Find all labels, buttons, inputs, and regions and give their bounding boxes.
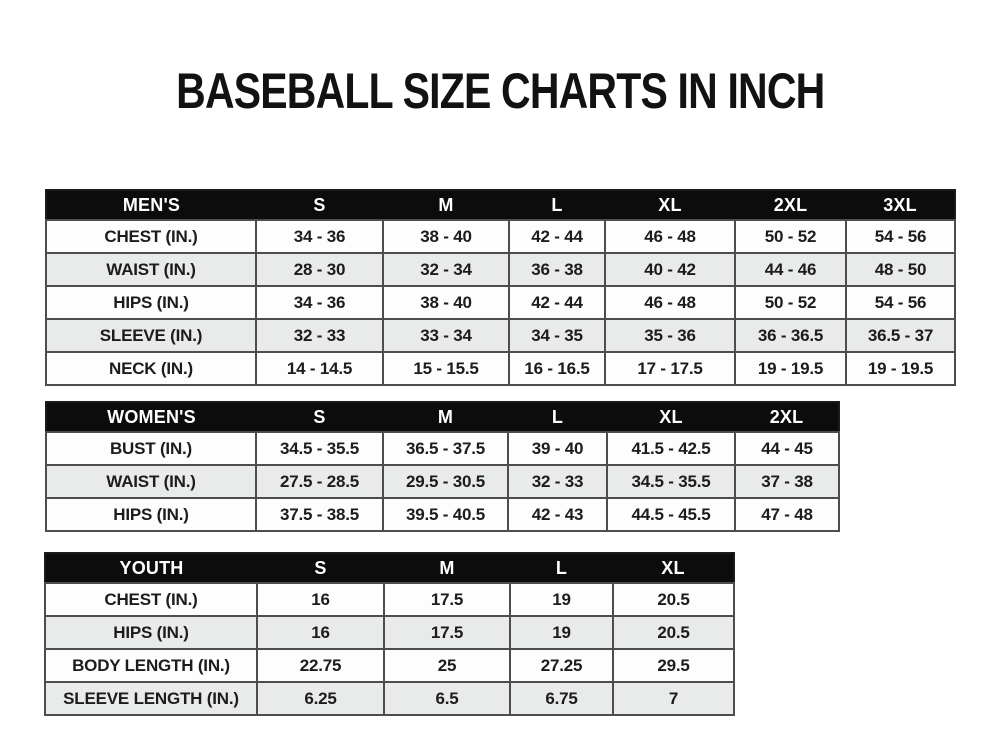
value-cell: 42 - 44 (509, 286, 605, 319)
value-cell: 44 - 45 (735, 432, 839, 465)
value-cell: 20.5 (613, 583, 734, 616)
table-title-cell: WOMEN'S (46, 402, 256, 432)
page-title (0, 62, 1000, 120)
value-cell: 16 (257, 583, 384, 616)
value-cell: 16 (257, 616, 384, 649)
size-header-cell: 2XL (735, 190, 846, 220)
size-header-cell: S (256, 402, 383, 432)
value-cell: 17 - 17.5 (605, 352, 735, 385)
table-row (46, 319, 955, 352)
table-row (46, 352, 955, 385)
value-cell: 20.5 (613, 616, 734, 649)
value-cell: 44 - 46 (735, 253, 846, 286)
size-header-cell: XL (605, 190, 735, 220)
value-cell: 22.75 (257, 649, 384, 682)
size-header-cell: L (510, 553, 613, 583)
size-header-cell: 2XL (735, 402, 839, 432)
table-row (46, 220, 955, 253)
row-label-cell: SLEEVE LENGTH (IN.) (45, 682, 257, 715)
mens-size-table (45, 189, 956, 386)
value-cell: 6.5 (384, 682, 510, 715)
value-cell: 33 - 34 (383, 319, 509, 352)
table-row (46, 498, 839, 531)
value-cell: 39.5 - 40.5 (383, 498, 508, 531)
value-cell: 29.5 - 30.5 (383, 465, 508, 498)
value-cell: 37 - 38 (735, 465, 839, 498)
value-cell: 19 - 19.5 (735, 352, 846, 385)
value-cell: 47 - 48 (735, 498, 839, 531)
value-cell: 29.5 (613, 649, 734, 682)
row-label-cell: BUST (IN.) (46, 432, 256, 465)
row-label-cell: NECK (IN.) (46, 352, 256, 385)
value-cell: 19 (510, 616, 613, 649)
value-cell: 36.5 - 37.5 (383, 432, 508, 465)
table-title-cell: MEN'S (46, 190, 256, 220)
size-header-cell: L (509, 190, 605, 220)
table-row (46, 286, 955, 319)
value-cell: 34 - 35 (509, 319, 605, 352)
womens-size-table (45, 401, 840, 532)
value-cell: 44.5 - 45.5 (607, 498, 735, 531)
row-label-cell: HIPS (IN.) (45, 616, 257, 649)
table-row (45, 682, 734, 715)
value-cell: 36 - 38 (509, 253, 605, 286)
value-cell: 36.5 - 37 (846, 319, 955, 352)
value-cell: 19 (510, 583, 613, 616)
table-row (46, 253, 955, 286)
value-cell: 7 (613, 682, 734, 715)
size-header-cell: M (383, 402, 508, 432)
size-header-cell: M (383, 190, 509, 220)
value-cell: 50 - 52 (735, 220, 846, 253)
value-cell: 39 - 40 (508, 432, 607, 465)
row-label-cell: CHEST (IN.) (45, 583, 257, 616)
value-cell: 54 - 56 (846, 286, 955, 319)
page-title-text: BASEBALL SIZE CHARTS IN INCH (175, 63, 825, 119)
value-cell: 27.5 - 28.5 (256, 465, 383, 498)
value-cell: 48 - 50 (846, 253, 955, 286)
size-header-row (46, 402, 839, 432)
value-cell: 25 (384, 649, 510, 682)
value-cell: 6.25 (257, 682, 384, 715)
table-row (46, 432, 839, 465)
size-header-cell: S (257, 553, 384, 583)
value-cell: 14 - 14.5 (256, 352, 383, 385)
value-cell: 17.5 (384, 583, 510, 616)
value-cell: 41.5 - 42.5 (607, 432, 735, 465)
value-cell: 17.5 (384, 616, 510, 649)
value-cell: 32 - 33 (256, 319, 383, 352)
value-cell: 15 - 15.5 (383, 352, 509, 385)
value-cell: 42 - 44 (509, 220, 605, 253)
size-header-row (45, 553, 734, 583)
value-cell: 40 - 42 (605, 253, 735, 286)
row-label-cell: CHEST (IN.) (46, 220, 256, 253)
size-header-cell: M (384, 553, 510, 583)
value-cell: 37.5 - 38.5 (256, 498, 383, 531)
value-cell: 6.75 (510, 682, 613, 715)
value-cell: 34 - 36 (256, 286, 383, 319)
value-cell: 27.25 (510, 649, 613, 682)
size-header-row (46, 190, 955, 220)
value-cell: 46 - 48 (605, 286, 735, 319)
value-cell: 54 - 56 (846, 220, 955, 253)
value-cell: 38 - 40 (383, 286, 509, 319)
value-cell: 32 - 34 (383, 253, 509, 286)
value-cell: 34.5 - 35.5 (256, 432, 383, 465)
value-cell: 16 - 16.5 (509, 352, 605, 385)
row-label-cell: HIPS (IN.) (46, 286, 256, 319)
value-cell: 34.5 - 35.5 (607, 465, 735, 498)
value-cell: 19 - 19.5 (846, 352, 955, 385)
value-cell: 36 - 36.5 (735, 319, 846, 352)
value-cell: 38 - 40 (383, 220, 509, 253)
value-cell: 46 - 48 (605, 220, 735, 253)
value-cell: 42 - 43 (508, 498, 607, 531)
table-row (45, 616, 734, 649)
value-cell: 34 - 36 (256, 220, 383, 253)
value-cell: 28 - 30 (256, 253, 383, 286)
row-label-cell: WAIST (IN.) (46, 253, 256, 286)
table-row (46, 465, 839, 498)
size-header-cell: XL (607, 402, 735, 432)
size-header-cell: 3XL (846, 190, 955, 220)
size-header-cell: L (508, 402, 607, 432)
row-label-cell: HIPS (IN.) (46, 498, 256, 531)
value-cell: 35 - 36 (605, 319, 735, 352)
table-title-cell: YOUTH (45, 553, 257, 583)
table-row (45, 583, 734, 616)
row-label-cell: WAIST (IN.) (46, 465, 256, 498)
value-cell: 32 - 33 (508, 465, 607, 498)
row-label-cell: BODY LENGTH (IN.) (45, 649, 257, 682)
size-header-cell: S (256, 190, 383, 220)
value-cell: 50 - 52 (735, 286, 846, 319)
row-label-cell: SLEEVE (IN.) (46, 319, 256, 352)
youth-size-table (44, 552, 735, 716)
size-header-cell: XL (613, 553, 734, 583)
table-row (45, 649, 734, 682)
